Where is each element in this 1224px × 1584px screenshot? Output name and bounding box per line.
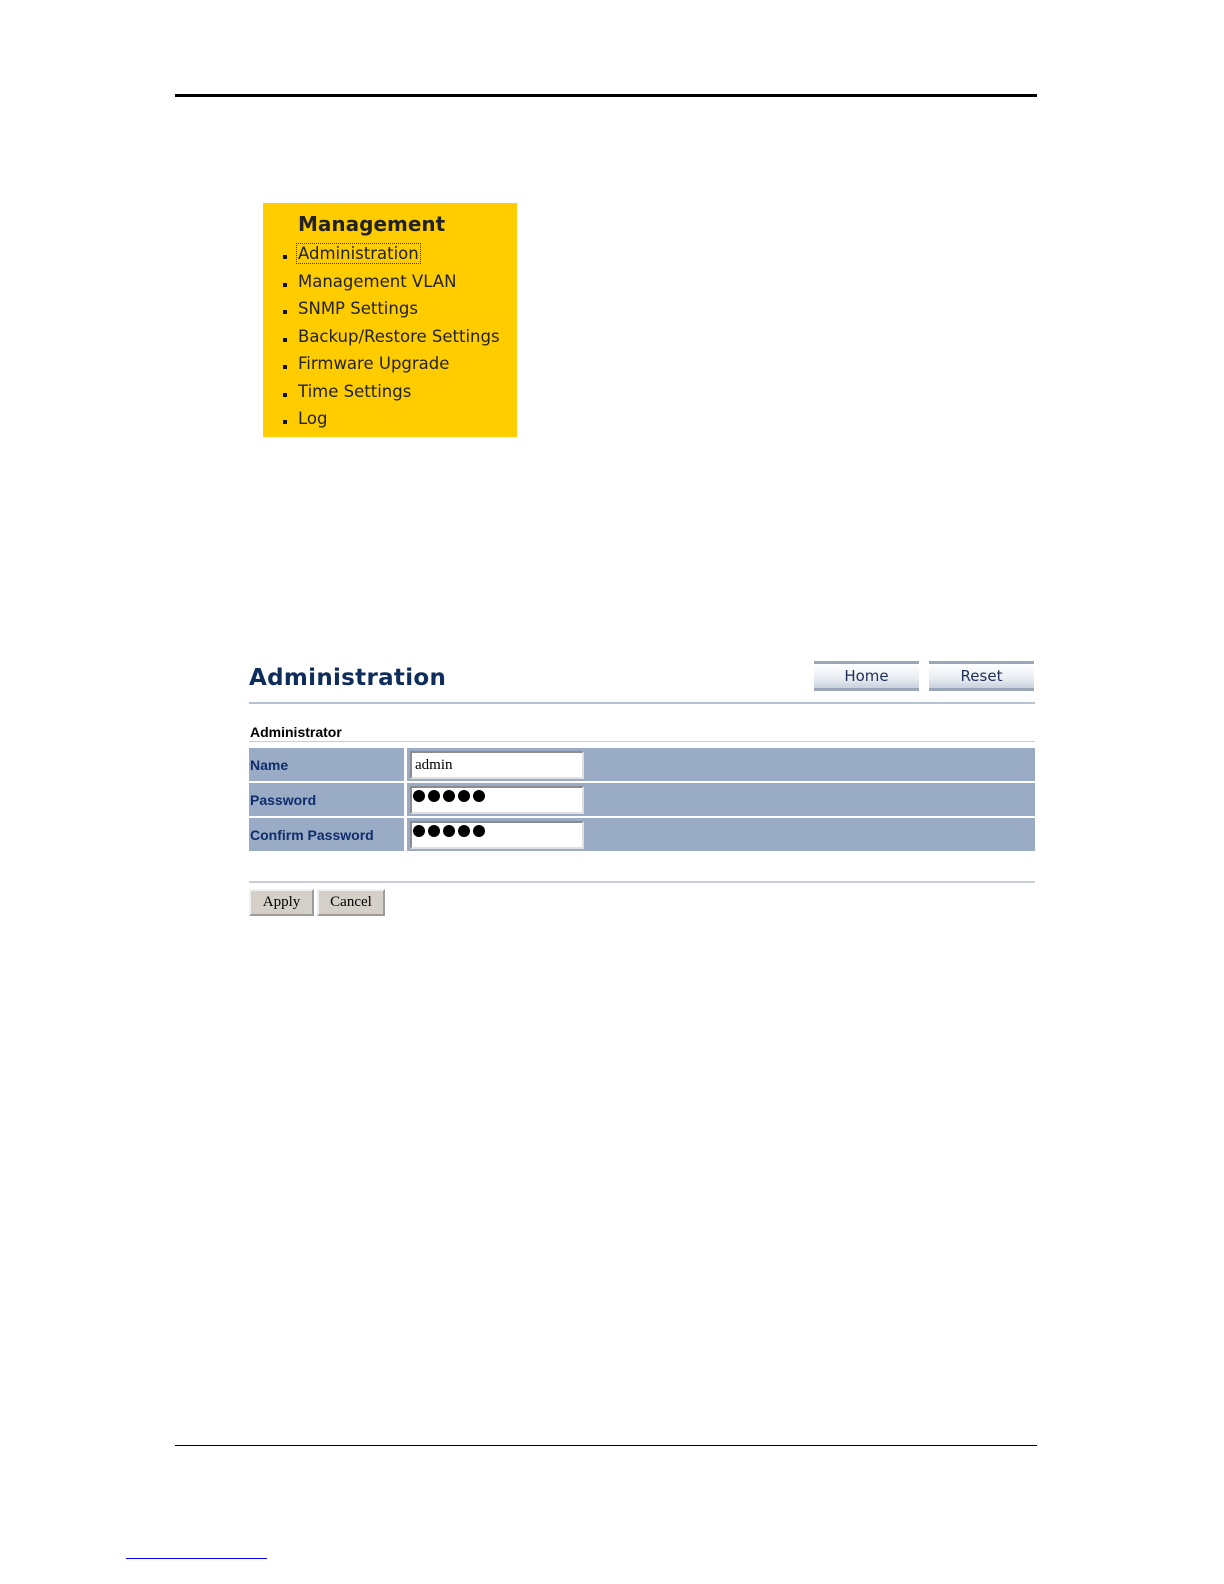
section-title: Administrator bbox=[250, 724, 342, 740]
home-button[interactable]: Home bbox=[814, 661, 919, 691]
page-title: Administration bbox=[249, 665, 447, 691]
confirm-password-label: Confirm Password bbox=[250, 827, 374, 843]
password-value-cell bbox=[407, 783, 1035, 816]
menu-item-firmware-upgrade[interactable] bbox=[263, 351, 517, 379]
password-label: Password bbox=[250, 792, 317, 808]
menu-item-label[interactable]: Log bbox=[298, 409, 328, 428]
name-label-cell bbox=[249, 748, 404, 781]
page-header-rule bbox=[175, 94, 1037, 97]
cancel-button[interactable]: Cancel bbox=[317, 889, 385, 916]
menu-item-backup-restore[interactable] bbox=[263, 324, 517, 352]
confirm-password-label-cell bbox=[249, 818, 404, 851]
mask-dot-icon bbox=[413, 790, 425, 802]
bullet-icon bbox=[283, 365, 287, 369]
management-menu-list bbox=[263, 241, 517, 434]
menu-item-label[interactable]: Backup/Restore Settings bbox=[298, 326, 500, 346]
confirm-password-row bbox=[249, 818, 1035, 851]
menu-item-management-vlan[interactable] bbox=[263, 269, 517, 297]
password-label-cell bbox=[249, 783, 404, 816]
menu-item-log[interactable] bbox=[263, 406, 517, 434]
menu-item-administration[interactable] bbox=[263, 241, 517, 269]
name-row bbox=[249, 748, 1035, 781]
management-menu-title: Management bbox=[298, 212, 446, 236]
menu-item-label[interactable]: Firmware Upgrade bbox=[298, 354, 450, 373]
bullet-icon bbox=[283, 255, 287, 259]
mask-dot-icon bbox=[458, 790, 470, 802]
reset-button[interactable]: Reset bbox=[929, 661, 1034, 691]
mask-dot-icon bbox=[473, 790, 485, 802]
password-row bbox=[249, 783, 1035, 816]
page-footer-rule bbox=[175, 1445, 1037, 1446]
bullet-icon bbox=[283, 420, 287, 424]
footer-divider bbox=[249, 881, 1035, 883]
footnote-link-underline bbox=[126, 1558, 267, 1559]
bullet-icon bbox=[283, 338, 287, 342]
password-mask bbox=[413, 790, 485, 802]
menu-item-label[interactable]: Management VLAN bbox=[298, 271, 457, 291]
mask-dot-icon bbox=[428, 825, 440, 837]
menu-item-snmp-settings[interactable] bbox=[263, 296, 517, 324]
menu-item-label[interactable]: Time Settings bbox=[298, 381, 412, 401]
menu-item-time-settings[interactable] bbox=[263, 379, 517, 407]
management-menu bbox=[263, 203, 517, 437]
menu-item-label[interactable]: SNMP Settings bbox=[298, 299, 418, 318]
menu-item-label[interactable]: Administration bbox=[298, 244, 419, 263]
mask-dot-icon bbox=[413, 825, 425, 837]
bullet-icon bbox=[283, 393, 287, 397]
mask-dot-icon bbox=[458, 825, 470, 837]
name-value-cell bbox=[407, 748, 1035, 781]
name-input[interactable] bbox=[410, 751, 584, 779]
mask-dot-icon bbox=[428, 790, 440, 802]
bullet-icon bbox=[283, 310, 287, 314]
bullet-icon bbox=[283, 283, 287, 287]
apply-button[interactable]: Apply bbox=[249, 889, 314, 916]
mask-dot-icon bbox=[443, 825, 455, 837]
mask-dot-icon bbox=[473, 825, 485, 837]
name-label: Name bbox=[250, 757, 289, 773]
section-divider bbox=[249, 741, 1035, 742]
confirm-password-mask bbox=[413, 825, 485, 837]
confirm-password-value-cell bbox=[407, 818, 1035, 851]
title-divider bbox=[249, 702, 1035, 704]
mask-dot-icon bbox=[443, 790, 455, 802]
